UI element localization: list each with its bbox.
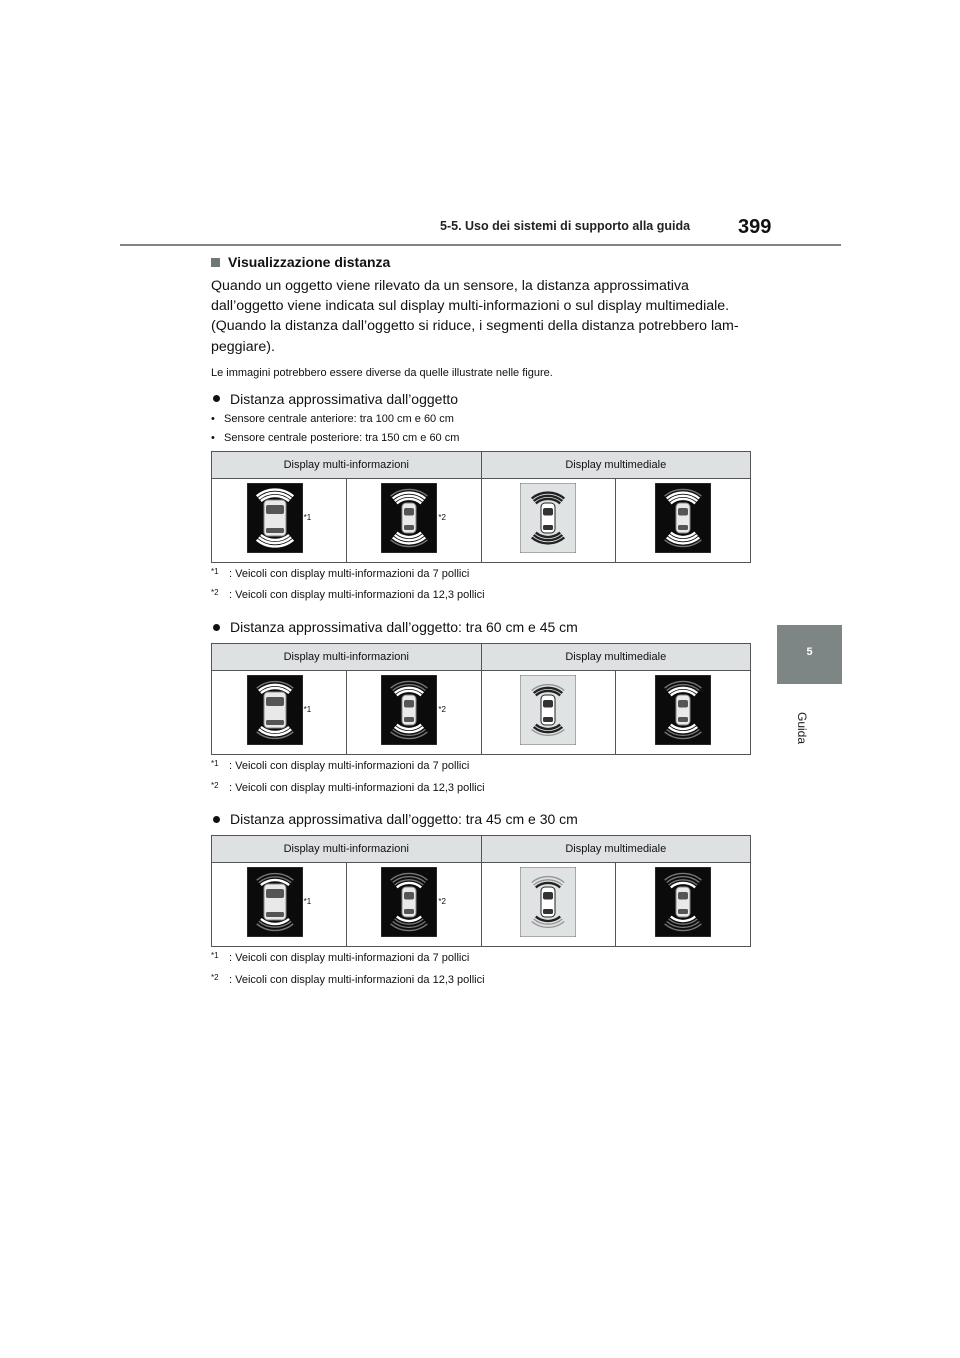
bullet-dot-icon <box>213 816 220 823</box>
car-sensor-display-image <box>655 867 711 942</box>
header-section-title: 5-5. Uso dei sistemi di supporto alla guida <box>440 219 691 233</box>
footnote-mark: *1 <box>211 566 219 576</box>
chapter-tab[interactable]: 5 <box>777 625 842 684</box>
parking-sensor-graphic <box>655 483 711 553</box>
car-sensor-display-image <box>247 483 303 558</box>
sub-bullet: • Sensore centrale posteriore: tra 150 cm e 60 cm <box>211 431 460 444</box>
table-header-multi-info: Display multi-informazioni <box>212 644 482 671</box>
footnote <box>211 568 751 582</box>
car-sensor-display-image <box>520 675 576 750</box>
multimedia-light-image-cell <box>482 863 616 946</box>
car-sensor-display-image <box>247 867 303 942</box>
parking-sensor-graphic <box>381 675 437 745</box>
distance-block-3 <box>211 811 751 987</box>
page-content <box>211 254 751 988</box>
parking-sensor-graphic <box>520 867 576 937</box>
block-heading <box>211 391 751 407</box>
multimedia-light-image-cell <box>482 671 616 754</box>
sub-bullet: • Sensore centrale anteriore: tra 100 cm e 60 cm <box>211 412 454 425</box>
distance-block-1 <box>211 391 751 603</box>
table-header-multimedia: Display multimediale <box>481 451 751 478</box>
footnote-mark: *1 <box>303 897 312 907</box>
section-heading <box>211 254 751 270</box>
footnote-text: : Veicoli con display multi-informazioni da 12,3 pollici <box>229 781 485 794</box>
footnote-mark: *2 <box>438 705 446 715</box>
car-sensor-display-image <box>381 483 437 558</box>
footnote-text: : Veicoli con display multi-informazioni da 7 pollici <box>229 567 470 580</box>
mid-12inch-image-cell <box>347 863 481 946</box>
block-heading-text: Distanza approssimativa dall’oggetto <box>230 390 459 407</box>
footnote-mark: *1 <box>303 512 312 522</box>
parking-sensor-graphic <box>520 675 576 745</box>
mid-7inch-image-cell <box>212 671 346 754</box>
square-bullet-icon <box>211 258 220 267</box>
car-sensor-display-image <box>520 483 576 558</box>
footnote-mark: *2 <box>211 780 219 790</box>
car-sensor-display-image <box>381 675 437 750</box>
parking-sensor-graphic <box>381 867 437 937</box>
mid-7inch-image-cell <box>212 863 346 946</box>
section-title: Visualizzazione distanza <box>228 254 391 270</box>
footnote-mark: *2 <box>211 973 219 983</box>
multimedia-dark-image-cell <box>616 671 750 754</box>
block-heading <box>211 619 751 635</box>
block-heading-text: Distanza approssimativa dall’oggetto: tra 45 cm e 30 cm <box>230 811 578 828</box>
bullet-dot-icon <box>213 624 220 631</box>
parking-sensor-graphic <box>247 483 303 553</box>
table-header-multimedia: Display multimediale <box>481 644 751 671</box>
display-table <box>211 643 751 755</box>
footnote <box>211 974 751 988</box>
parking-sensor-graphic <box>520 483 576 553</box>
mid-7inch-image-cell <box>212 479 346 562</box>
parking-sensor-graphic <box>381 483 437 553</box>
sub-bullet-text: Sensore centrale posteriore: tra 150 cm e 60 cm <box>224 431 460 444</box>
mid-12inch-image-cell <box>347 479 481 562</box>
distance-block-2 <box>211 619 751 795</box>
footnote-text: : Veicoli con display multi-informazioni da 12,3 pollici <box>229 589 485 602</box>
footnote-text: : Veicoli con display multi-informazioni da 7 pollici <box>229 760 470 773</box>
footnote-text: : Veicoli con display multi-informazioni da 7 pollici <box>229 952 470 965</box>
car-sensor-display-image <box>381 867 437 942</box>
multimedia-light-image-cell <box>482 479 616 562</box>
footnote <box>211 952 751 966</box>
footnote <box>211 589 751 603</box>
parking-sensor-graphic <box>655 675 711 745</box>
footnote-text: : Veicoli con display multi-informazioni da 12,3 pollici <box>229 974 485 987</box>
parking-sensor-graphic <box>655 867 711 937</box>
footnote <box>211 760 751 774</box>
footnote-mark: *2 <box>438 512 446 522</box>
table-header-multi-info: Display multi-informazioni <box>212 451 482 478</box>
footnote-mark: *1 <box>211 759 219 769</box>
footnote-mark: *1 <box>211 951 219 961</box>
header-rule <box>120 244 841 246</box>
parking-sensor-graphic <box>247 867 303 937</box>
table-header-multi-info: Display multi-informazioni <box>212 836 482 863</box>
footnote-mark: *2 <box>438 897 446 907</box>
bullet-dot-icon <box>213 395 220 402</box>
page-number: 399 <box>738 216 772 238</box>
car-sensor-display-image <box>655 675 711 750</box>
footnote <box>211 782 751 796</box>
chapter-label: Guida <box>795 712 809 745</box>
display-table <box>211 835 751 947</box>
parking-sensor-graphic <box>247 675 303 745</box>
car-sensor-display-image <box>520 867 576 942</box>
section-body: Quando un oggetto viene rilevato da un sensore, la distanza approssimativa dall’oggetto viene indicata sul display multi-informazioni o sul display multimediale. (Quando la distanza dall’oggetto si riduce, i segmenti della distanza potrebbero lam-peggiare). <box>211 278 739 355</box>
footnote-mark: *1 <box>303 705 312 715</box>
block-heading-text: Distanza approssimativa dall’oggetto: tra 60 cm e 45 cm <box>230 619 578 636</box>
display-table <box>211 451 751 563</box>
car-sensor-display-image <box>655 483 711 558</box>
car-sensor-display-image <box>247 675 303 750</box>
footnote-mark: *2 <box>211 588 219 598</box>
sub-bullet-text: Sensore centrale anteriore: tra 100 cm e 60 cm <box>224 412 454 425</box>
images-note: Le immagini potrebbero essere diverse da quelle illustrate nelle figure. <box>211 366 553 379</box>
mid-12inch-image-cell <box>347 671 481 754</box>
multimedia-dark-image-cell <box>616 479 750 562</box>
table-header-multimedia: Display multimediale <box>481 836 751 863</box>
multimedia-dark-image-cell <box>616 863 750 946</box>
block-heading <box>211 811 751 827</box>
